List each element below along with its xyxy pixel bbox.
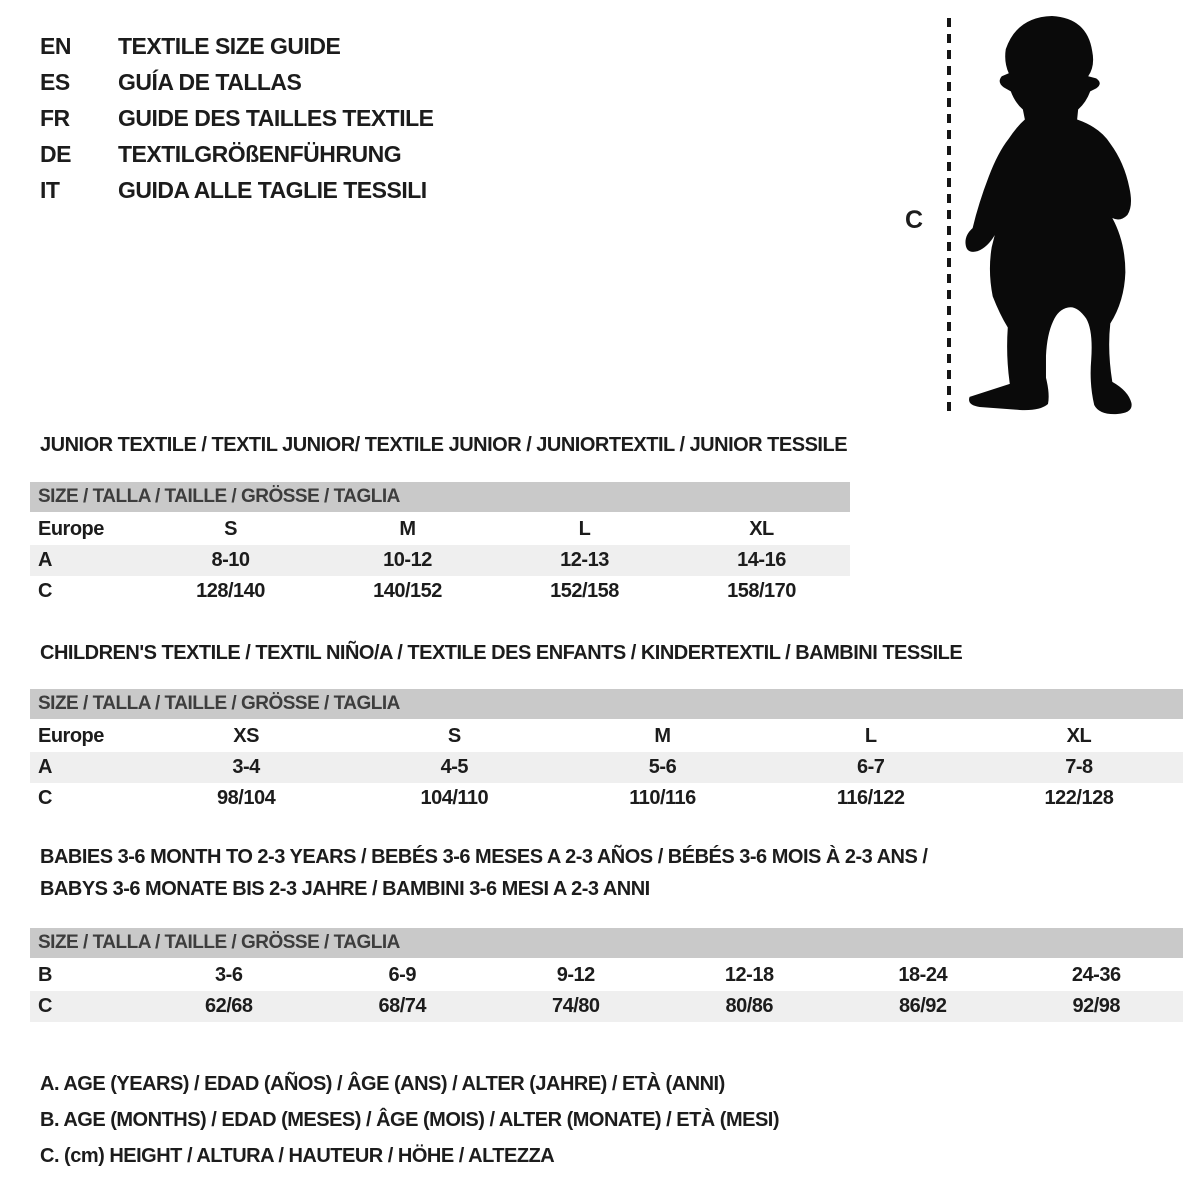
height-cell: 74/80 xyxy=(551,995,600,1017)
size-cell: M xyxy=(399,518,416,540)
legend-line-a: A. AGE (YEARS) / EDAD (AÑOS) / ÂGE (ANS) / ALTER (JAHRE) / ETÀ (ANNI) xyxy=(40,1073,725,1095)
height-cell: 62/68 xyxy=(204,995,253,1017)
row-label: A xyxy=(38,549,52,571)
table-row xyxy=(30,960,1183,991)
height-cell: 110/116 xyxy=(629,787,696,809)
lang-code: IT xyxy=(40,176,60,203)
babies-size-header: SIZE / TALLA / TAILLE / GRÖSSE / TAGLIA xyxy=(30,928,1183,958)
lang-row-en xyxy=(40,28,434,64)
row-label: C xyxy=(38,995,52,1017)
lang-label: TEXTILGRÖßENFÜHRUNG xyxy=(118,140,402,167)
age-cell: 18-24 xyxy=(898,964,948,986)
children-section-title: CHILDREN'S TEXTILE / TEXTIL NIÑO/A / TEXTILE DES ENFANTS / KINDERTEXTIL / BAMBINI TESSILE xyxy=(40,642,963,664)
table-row xyxy=(30,721,1183,752)
lang-label: GUIDA ALLE TAGLIE TESSILI xyxy=(118,176,427,203)
height-cell: 158/170 xyxy=(727,580,796,602)
age-cell: 5-6 xyxy=(648,756,677,778)
height-cell: 98/104 xyxy=(217,787,276,809)
height-cell: 86/92 xyxy=(898,995,947,1017)
lang-code: DE xyxy=(40,140,71,167)
age-cell: 14-16 xyxy=(737,549,786,571)
table-row xyxy=(30,991,1183,1022)
lang-label: GUIDE DES TAILLES TEXTILE xyxy=(118,104,434,131)
height-cell: 122/128 xyxy=(1044,787,1114,809)
row-label: C xyxy=(38,787,52,809)
size-cell: XL xyxy=(1066,725,1092,747)
age-cell: 7-8 xyxy=(1065,756,1093,778)
table-row xyxy=(30,545,850,576)
junior-size-table xyxy=(30,482,850,607)
row-label: B xyxy=(38,964,52,986)
size-cell: XL xyxy=(749,518,774,540)
height-cell: 128/140 xyxy=(196,580,265,602)
table-row xyxy=(30,576,850,607)
size-cell: L xyxy=(864,725,877,747)
size-cell: S xyxy=(224,518,237,540)
babies-section-title-line2: BABYS 3-6 MONATE BIS 2-3 JAHRE / BAMBINI 3-6 MESI A 2-3 ANNI xyxy=(40,878,650,900)
age-cell: 12-13 xyxy=(560,549,609,571)
lang-code: FR xyxy=(40,104,70,131)
age-cell: 24-36 xyxy=(1071,964,1121,986)
table-row xyxy=(30,752,1183,783)
row-label: A xyxy=(38,756,52,778)
lang-code: ES xyxy=(40,68,70,95)
row-label: C xyxy=(38,580,52,602)
height-measure-line xyxy=(947,18,951,416)
lang-row-es xyxy=(40,64,434,100)
size-cell: XS xyxy=(233,725,259,747)
size-cell: M xyxy=(654,725,671,747)
children-size-header: SIZE / TALLA / TAILLE / GRÖSSE / TAGLIA xyxy=(30,689,1183,719)
row-label: Europe xyxy=(38,518,104,540)
table-row xyxy=(30,783,1183,814)
table-row xyxy=(30,514,850,545)
age-cell: 12-18 xyxy=(724,964,774,986)
height-cell: 92/98 xyxy=(1072,995,1121,1017)
lang-row-it xyxy=(40,172,434,208)
lang-row-fr xyxy=(40,100,434,136)
lang-label: TEXTILE SIZE GUIDE xyxy=(118,32,341,59)
height-measure-label: C xyxy=(905,206,923,234)
height-cell: 80/86 xyxy=(725,995,774,1017)
size-cell: S xyxy=(447,725,461,747)
legend-line-c: C. (cm) HEIGHT / ALTURA / HAUTEUR / HÖHE / ALTEZZA xyxy=(40,1145,555,1167)
age-cell: 6-7 xyxy=(857,756,885,778)
measurement-legend xyxy=(40,1066,779,1174)
legend-line-b: B. AGE (MONTHS) / EDAD (MESES) / ÂGE (MOIS) / ALTER (MONATE) / ETÀ (MESI) xyxy=(40,1109,780,1131)
height-cell: 68/74 xyxy=(378,995,427,1017)
age-cell: 9-12 xyxy=(556,964,595,986)
babies-size-table xyxy=(30,928,1183,1022)
language-guide xyxy=(40,28,434,208)
junior-size-header: SIZE / TALLA / TAILLE / GRÖSSE / TAGLIA xyxy=(30,482,850,512)
height-cell: 140/152 xyxy=(373,580,442,602)
lang-code: EN xyxy=(40,32,71,59)
height-cell: 152/158 xyxy=(550,580,619,602)
toddler-silhouette xyxy=(958,14,1142,416)
height-cell: 104/110 xyxy=(420,787,489,809)
age-cell: 3-4 xyxy=(232,756,260,778)
babies-section-title-line1: BABIES 3-6 MONTH TO 2-3 YEARS / BEBÉS 3-6 MESES A 2-3 AÑOS / BÉBÉS 3-6 MOIS À 2-3 ANS / xyxy=(40,846,928,868)
children-size-table xyxy=(30,689,1183,814)
junior-section-title: JUNIOR TEXTILE / TEXTIL JUNIOR/ TEXTILE JUNIOR / JUNIORTEXTIL / JUNIOR TESSILE xyxy=(40,434,848,456)
age-cell: 4-5 xyxy=(440,756,468,778)
height-cell: 116/122 xyxy=(836,787,905,809)
age-cell: 6-9 xyxy=(388,964,416,986)
age-cell: 8-10 xyxy=(211,549,250,571)
row-label: Europe xyxy=(38,725,104,747)
lang-row-de xyxy=(40,136,434,172)
lang-label: GUÍA DE TALLAS xyxy=(118,68,302,95)
age-cell: 10-12 xyxy=(383,549,432,571)
size-cell: L xyxy=(578,518,591,540)
age-cell: 3-6 xyxy=(215,964,243,986)
